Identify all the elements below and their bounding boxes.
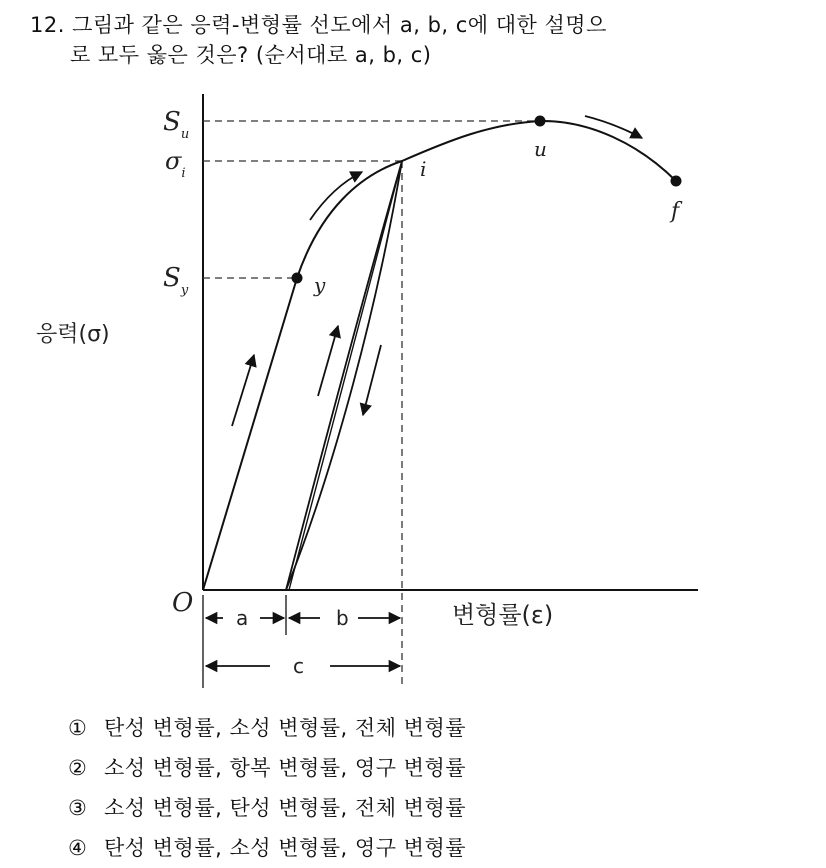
tick-sy-label: $S_y$ <box>163 263 189 298</box>
tick-sigma-i-label: $\sigma_i$ <box>165 147 186 181</box>
origin-label: O <box>172 588 194 618</box>
point-f-label: f <box>671 199 680 224</box>
dim-b-label: b <box>336 606 349 630</box>
choice-1-number: ① <box>68 716 88 740</box>
choice-2-number: ② <box>68 756 88 780</box>
unloading-arrow <box>363 345 381 415</box>
x-axis-label: 변형률(ε) <box>452 601 554 629</box>
choice-3-number: ③ <box>68 796 88 820</box>
question-line-1: 12. 그림과 같은 응력-변형률 선도에서 a, b, c에 대한 설명으 <box>30 13 607 37</box>
choice-4-text: 탄성 변형률, 소성 변형률, 영구 변형률 <box>104 836 467 860</box>
choice-1-text: 탄성 변형률, 소성 변형률, 전체 변형률 <box>104 716 467 740</box>
choice-4[interactable] <box>68 828 788 868</box>
point-i-label: i <box>420 157 427 181</box>
point-u-dot <box>535 116 546 127</box>
question-line-2: 로 모두 옳은 것은? (순서대로 a, b, c) <box>70 43 432 67</box>
point-y-dot <box>292 273 303 284</box>
necking-arrow <box>585 116 642 138</box>
question-stem <box>30 10 810 70</box>
elastic-loading-arrow <box>232 355 254 426</box>
choice-3[interactable] <box>68 788 788 828</box>
answer-choices <box>68 708 788 868</box>
choice-2[interactable] <box>68 748 788 788</box>
point-u-label: u <box>534 137 547 161</box>
choice-4-number: ④ <box>68 836 88 860</box>
dim-a-label: a <box>236 606 249 630</box>
choice-1[interactable] <box>68 708 788 748</box>
choice-2-text: 소성 변형률, 항복 변형률, 영구 변형률 <box>104 756 467 780</box>
plastic-loading-arrow <box>310 172 362 220</box>
stress-strain-diagram <box>20 90 720 700</box>
diagram-svg <box>20 90 720 700</box>
tick-su-label: $S_u$ <box>163 107 190 142</box>
choice-3-text: 소성 변형률, 탄성 변형률, 전체 변형률 <box>104 796 467 820</box>
reloading-arrow <box>318 326 338 396</box>
point-f-dot <box>671 176 682 187</box>
point-y-label: y <box>314 273 326 297</box>
y-axis-label: 응력(σ) <box>36 322 110 347</box>
dim-c-label: c <box>293 654 304 678</box>
extra-unload-line <box>289 161 402 590</box>
stress-strain-curve <box>203 121 676 590</box>
